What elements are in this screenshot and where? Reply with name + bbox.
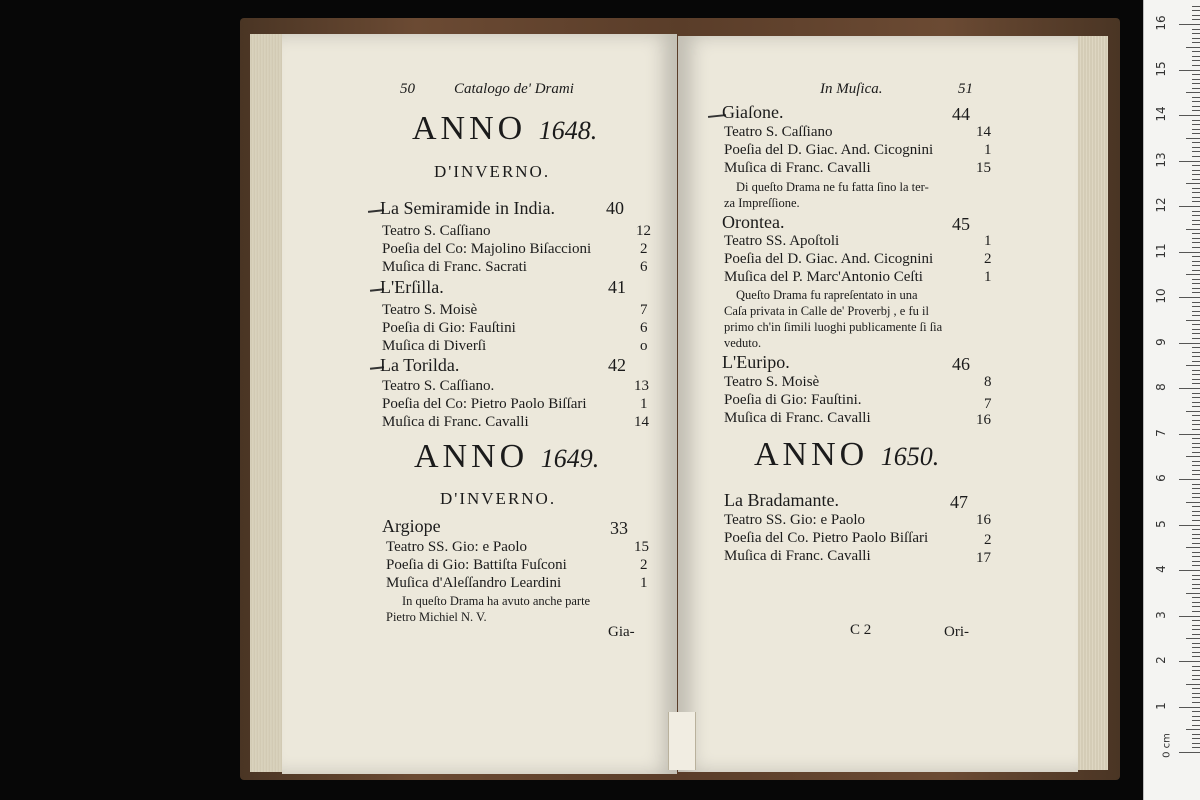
ruler-tick <box>1192 188 1200 189</box>
ruler-tick <box>1186 729 1200 730</box>
ruler-tick <box>1192 470 1200 471</box>
entry-line-num: 2 <box>640 241 648 257</box>
year-heading-1650 <box>754 436 939 474</box>
ruler-tick <box>1192 602 1200 603</box>
entry-line-num: 1 <box>640 396 648 412</box>
ruler-tick <box>1192 429 1200 430</box>
ruler-number: 7 <box>1154 428 1168 437</box>
entry-title: La Semiramide in India. <box>380 198 555 218</box>
entry-line: Teatro S. Moisè <box>724 374 820 390</box>
entry-line: Poeſia del D. Giac. And. Cicognini <box>724 251 934 267</box>
ruler-tick <box>1186 502 1200 503</box>
ruler-tick <box>1192 397 1200 398</box>
entry-number: 46 <box>952 354 970 374</box>
ruler-tick <box>1192 693 1200 694</box>
ruler-tick <box>1192 420 1200 421</box>
entry-line: Muſica di Franc. Cavalli <box>724 410 871 426</box>
ruler-tick <box>1192 142 1200 143</box>
ruler-tick <box>1192 575 1200 576</box>
ruler-number: 12 <box>1154 197 1168 213</box>
ruler-tick <box>1179 161 1200 162</box>
entry-line: Poeſia del D. Giac. And. Cicognini <box>724 142 934 158</box>
ruler-number: 15 <box>1154 60 1168 77</box>
entry-number: 47 <box>950 492 968 512</box>
year-label: ANNO <box>412 110 527 147</box>
ruler-tick <box>1192 220 1200 221</box>
ruler-tick <box>1179 570 1200 571</box>
ruler-tick <box>1192 147 1200 148</box>
ruler-tick <box>1192 720 1200 721</box>
ruler-tick <box>1192 88 1200 89</box>
entry-line-num: 1 <box>984 233 992 249</box>
ruler-tick <box>1192 666 1200 667</box>
ruler-tick <box>1186 47 1200 48</box>
page-number: 51 <box>958 81 973 97</box>
ruler-tick <box>1179 70 1200 71</box>
ruler-tick <box>1186 183 1200 184</box>
ruler-tick <box>1192 101 1200 102</box>
entry-line-num: 14 <box>976 124 991 140</box>
entry-number: 33 <box>610 518 628 538</box>
right-page <box>678 36 1078 772</box>
ruler-tick <box>1192 629 1200 630</box>
ruler-tick <box>1192 534 1200 535</box>
ruler-tick <box>1192 74 1200 75</box>
ruler-tick <box>1192 697 1200 698</box>
ruler-tick <box>1192 702 1200 703</box>
ruler-tick <box>1179 616 1200 617</box>
entry-line: Muſica di Diverſi <box>382 338 487 354</box>
ruler-number: 5 <box>1154 519 1168 528</box>
entry-line: Poeſia del Co: Pietro Paolo Biſſari <box>382 396 587 412</box>
ruler-tick <box>1186 274 1200 275</box>
ruler-tick <box>1192 311 1200 312</box>
ruler-tick <box>1192 129 1200 130</box>
ruler-tick <box>1179 388 1200 389</box>
ruler-tick <box>1179 252 1200 253</box>
ruler-tick <box>1179 206 1200 207</box>
entry-line: Teatro S. Caſſiano <box>724 124 833 140</box>
entry-line-num: 7 <box>640 302 648 318</box>
entry-line: Muſica di Franc. Cavalli <box>382 414 529 430</box>
ruler-tick <box>1192 302 1200 303</box>
ruler-tick <box>1192 51 1200 52</box>
catchword: Ori- <box>944 624 969 640</box>
entry-number: 42 <box>608 355 626 375</box>
entry-note: za Impreſſione. <box>724 196 800 210</box>
entry-note: Di queſto Drama ne fu fatta ſino la ter- <box>736 180 929 194</box>
entry-line: Poeſia di Gio: Fauſtini. <box>724 392 862 408</box>
ruler-tick <box>1192 15 1200 16</box>
ruler-tick <box>1192 620 1200 621</box>
ruler-tick <box>1186 411 1200 412</box>
ruler-tick <box>1192 379 1200 380</box>
ruler-tick <box>1192 552 1200 553</box>
ruler-tick <box>1192 393 1200 394</box>
entry-line-num: 13 <box>634 378 649 394</box>
signature-mark: C 2 <box>850 622 872 638</box>
ruler-tick <box>1192 151 1200 152</box>
entry-line: Muſica di Franc. Cavalli <box>724 160 871 176</box>
ruler-tick <box>1192 10 1200 11</box>
entry-line: Muſica d'Aleſſandro Leardini <box>386 575 562 591</box>
entry-line: Muſica di Franc. Sacrati <box>382 259 527 275</box>
ruler-tick <box>1192 165 1200 166</box>
ruler-tick <box>1192 538 1200 539</box>
ruler-number: 14 <box>1154 106 1168 122</box>
entry-line-num: 2 <box>640 557 648 573</box>
entry-line: Teatro S. Moisè <box>382 302 478 318</box>
ruler-tick <box>1192 356 1200 357</box>
ruler-tick <box>1192 29 1200 30</box>
entry-line-num: 6 <box>640 259 648 275</box>
ruler-number: 16 <box>1154 15 1168 31</box>
ruler-number: 11 <box>1154 242 1168 259</box>
entry-line: Muſica di Franc. Cavalli <box>724 548 871 564</box>
ruler-tick <box>1192 352 1200 353</box>
season-heading: D'INVERNO. <box>440 489 557 508</box>
entry-line-num: 2 <box>984 251 992 267</box>
running-head: In Muſica. <box>820 81 883 97</box>
ruler-tick <box>1192 224 1200 225</box>
ruler-tick <box>1192 443 1200 444</box>
year-label: ANNO <box>414 438 529 475</box>
ruler-tick <box>1192 106 1200 107</box>
ruler-tick <box>1186 365 1200 366</box>
entry-line-num: 6 <box>640 320 648 336</box>
entry-line: Teatro SS. Gio: e Paolo <box>724 512 866 528</box>
catchword: Gia- <box>608 624 635 640</box>
ruler-tick <box>1192 292 1200 293</box>
ruler-tick <box>1192 634 1200 635</box>
ruler-tick <box>1192 424 1200 425</box>
ruler-tick <box>1192 124 1200 125</box>
ruler-tick <box>1192 561 1200 562</box>
ruler-tick <box>1192 670 1200 671</box>
ruler-tick <box>1192 374 1200 375</box>
ruler-tick <box>1179 661 1200 662</box>
ruler-tick <box>1192 270 1200 271</box>
entry-number: 40 <box>606 198 624 218</box>
ruler-number: 6 <box>1154 474 1168 482</box>
ruler-tick <box>1192 679 1200 680</box>
ruler-tick <box>1192 647 1200 648</box>
entry-line-num: 12 <box>636 223 651 239</box>
ruler-tick <box>1192 488 1200 489</box>
ruler-tick <box>1192 579 1200 580</box>
entry-title: Giaſone. <box>722 102 784 122</box>
ruler-tick <box>1192 306 1200 307</box>
ruler-tick <box>1192 511 1200 512</box>
ruler-tick <box>1192 438 1200 439</box>
entry-line-num: 1 <box>984 269 992 285</box>
entry-note: In queſto Drama ha avuto anche parte <box>402 594 591 608</box>
ruler-tick <box>1192 265 1200 266</box>
entry-line-num: 1 <box>640 575 648 591</box>
ruler-tick <box>1192 543 1200 544</box>
ruler-tick <box>1192 42 1200 43</box>
entry-line-num: 16 <box>976 412 991 428</box>
ruler-tick <box>1192 120 1200 121</box>
ruler-tick <box>1186 320 1200 321</box>
ruler-tick <box>1192 688 1200 689</box>
ruler-tick <box>1192 493 1200 494</box>
ruler-tick <box>1192 743 1200 744</box>
ruler-tick <box>1192 238 1200 239</box>
ruler-tick <box>1192 652 1200 653</box>
measurement-ruler <box>1143 0 1200 800</box>
page-number: 50 <box>400 81 415 97</box>
ruler-tick <box>1192 156 1200 157</box>
entry-title: Argiope <box>382 516 441 536</box>
ruler-tick <box>1192 506 1200 507</box>
entry-line-num: o <box>640 338 648 354</box>
ruler-number: 8 <box>1154 383 1168 391</box>
entry-line-num: 8 <box>984 374 992 390</box>
entry-number: 45 <box>952 214 970 234</box>
ruler-tick <box>1192 242 1200 243</box>
book-gutter <box>668 712 696 770</box>
ruler-tick <box>1192 279 1200 280</box>
ruler-tick <box>1192 383 1200 384</box>
ruler-tick <box>1192 33 1200 34</box>
ruler-tick <box>1192 406 1200 407</box>
ruler-tick <box>1186 92 1200 93</box>
entry-note: Caſa privata in Calle de' Proverbj , e fu il <box>724 304 929 318</box>
ruler-tick <box>1192 611 1200 612</box>
ruler-tick <box>1192 79 1200 80</box>
ruler-number: 2 <box>1154 656 1168 664</box>
ruler-tick <box>1192 288 1200 289</box>
ruler-tick <box>1192 711 1200 712</box>
entry-line: Poeſia di Gio: Battiſta Fuſconi <box>386 557 567 573</box>
ruler-tick <box>1192 675 1200 676</box>
entry-line: Poeſia del Co. Pietro Paolo Biſſari <box>724 530 929 546</box>
ruler-number: 4 <box>1154 565 1168 573</box>
ruler-tick <box>1192 529 1200 530</box>
ruler-tick <box>1192 315 1200 316</box>
entry-line: Teatro S. Caſſiano <box>382 223 491 239</box>
entry-line: Muſica del P. Marc'Antonio Ceſti <box>724 269 923 285</box>
running-head: Catalogo de' Drami <box>454 81 574 97</box>
ruler-tick <box>1192 56 1200 57</box>
entry-note: primo ch'in ſimili luoghi publicamente ſi ſia <box>724 320 943 334</box>
entry-line-num: 1 <box>984 142 992 158</box>
ruler-tick <box>1192 656 1200 657</box>
ruler-tick <box>1192 197 1200 198</box>
ruler-tick <box>1192 584 1200 585</box>
ruler-tick <box>1192 556 1200 557</box>
ruler-tick <box>1192 452 1200 453</box>
ruler-tick <box>1192 606 1200 607</box>
ruler-tick <box>1192 261 1200 262</box>
ruler-tick <box>1192 174 1200 175</box>
ruler-tick <box>1192 333 1200 334</box>
ruler-tick <box>1192 738 1200 739</box>
ruler-tick <box>1192 461 1200 462</box>
ruler-tick <box>1192 233 1200 234</box>
ruler-tick <box>1192 597 1200 598</box>
year-heading-1648 <box>412 110 597 148</box>
ruler-tick <box>1192 65 1200 66</box>
ruler-tick <box>1192 6 1200 7</box>
ruler-tick <box>1186 547 1200 548</box>
ruler-tick <box>1192 60 1200 61</box>
year-value: 1650. <box>880 442 940 471</box>
ruler-tick <box>1192 83 1200 84</box>
entry-note: Queſto Drama fu rapreſentato in una <box>736 288 918 302</box>
ruler-tick <box>1192 338 1200 339</box>
ruler-tick <box>1192 179 1200 180</box>
ruler-tick <box>1192 497 1200 498</box>
entry-note: veduto. <box>724 336 762 350</box>
entry-line: Poeſia del Co: Majolino Biſaccioni <box>382 241 592 257</box>
ruler-tick <box>1186 229 1200 230</box>
ruler-tick <box>1192 725 1200 726</box>
ruler-tick <box>1186 138 1200 139</box>
ruler-tick <box>1179 434 1200 435</box>
ruler-tick <box>1192 625 1200 626</box>
ruler-tick <box>1192 520 1200 521</box>
entry-line: Poeſia di Gio: Fauſtini <box>382 320 516 336</box>
entry-title: La Torilda. <box>380 355 460 375</box>
ruler-tick <box>1192 347 1200 348</box>
ruler-tick <box>1192 716 1200 717</box>
ruler-unit-label: 0 cm <box>1161 733 1173 758</box>
year-heading-1649 <box>414 438 599 476</box>
entry-note: Pietro Michiel N. V. <box>386 610 487 624</box>
entry-number: 41 <box>608 277 626 297</box>
ruler-tick <box>1192 370 1200 371</box>
ruler-tick <box>1192 465 1200 466</box>
ruler-tick <box>1179 752 1200 753</box>
ruler-tick <box>1192 643 1200 644</box>
ruler-tick <box>1179 115 1200 116</box>
entry-line: Teatro SS. Apoſtoli <box>724 233 840 249</box>
entry-number: 44 <box>952 104 970 124</box>
ruler-number: 13 <box>1154 151 1168 168</box>
ruler-tick <box>1179 479 1200 480</box>
ruler-tick <box>1192 734 1200 735</box>
entry-line-num: 2 <box>984 532 992 548</box>
entry-title: La Bradamante. <box>724 490 839 510</box>
ruler-tick <box>1179 343 1200 344</box>
entry-line-num: 16 <box>976 512 991 528</box>
page-edges-left <box>250 34 286 772</box>
entry-line-num: 17 <box>976 550 991 566</box>
ruler-tick <box>1192 747 1200 748</box>
entry-title: Orontea. <box>722 212 785 232</box>
ruler-tick <box>1179 24 1200 25</box>
ruler-tick <box>1192 283 1200 284</box>
left-page <box>282 34 677 774</box>
ruler-tick <box>1192 192 1200 193</box>
ruler-tick <box>1192 201 1200 202</box>
ruler-tick <box>1192 97 1200 98</box>
entry-line: Teatro SS. Gio: e Paolo <box>386 539 528 555</box>
ruler-number: 3 <box>1154 610 1168 619</box>
ruler-number: 1 <box>1154 701 1168 710</box>
ruler-tick <box>1192 19 1200 20</box>
ruler-tick <box>1179 297 1200 298</box>
ruler-tick <box>1179 707 1200 708</box>
ruler-tick <box>1192 256 1200 257</box>
ruler-tick <box>1192 38 1200 39</box>
ruler-tick <box>1192 247 1200 248</box>
entry-line-num: 15 <box>976 160 991 176</box>
ruler-tick <box>1192 211 1200 212</box>
year-value: 1648. <box>538 116 598 145</box>
entry-line-num: 7 <box>984 396 992 412</box>
entry-title: L'Euripo. <box>722 352 790 372</box>
season-heading: D'INVERNO. <box>434 162 551 181</box>
ruler-tick <box>1192 447 1200 448</box>
ruler-tick <box>1192 515 1200 516</box>
entry-title: L'Erſilla. <box>380 277 444 297</box>
year-value: 1649. <box>540 444 600 473</box>
ruler-tick <box>1192 484 1200 485</box>
ruler-tick <box>1192 170 1200 171</box>
ruler-tick <box>1192 361 1200 362</box>
ruler-tick <box>1192 474 1200 475</box>
ruler-tick <box>1186 593 1200 594</box>
ruler-tick <box>1192 133 1200 134</box>
ruler-tick <box>1186 684 1200 685</box>
ruler-tick <box>1192 402 1200 403</box>
ruler-number: 9 <box>1154 337 1168 346</box>
ruler-tick <box>1192 415 1200 416</box>
ruler-tick <box>1192 324 1200 325</box>
ruler-tick <box>1192 110 1200 111</box>
ruler-tick <box>1192 565 1200 566</box>
year-label: ANNO <box>754 436 869 473</box>
ruler-tick <box>1192 588 1200 589</box>
entry-line-num: 14 <box>634 414 649 430</box>
ruler-tick <box>1186 638 1200 639</box>
ruler-tick <box>1192 329 1200 330</box>
page-edges-right <box>1074 36 1108 770</box>
entry-line-num: 15 <box>634 539 649 555</box>
ruler-tick <box>1192 215 1200 216</box>
ruler-tick <box>1179 525 1200 526</box>
entry-line: Teatro S. Caſſiano. <box>382 378 495 394</box>
ruler-number: 10 <box>1154 288 1168 304</box>
ruler-tick <box>1186 456 1200 457</box>
